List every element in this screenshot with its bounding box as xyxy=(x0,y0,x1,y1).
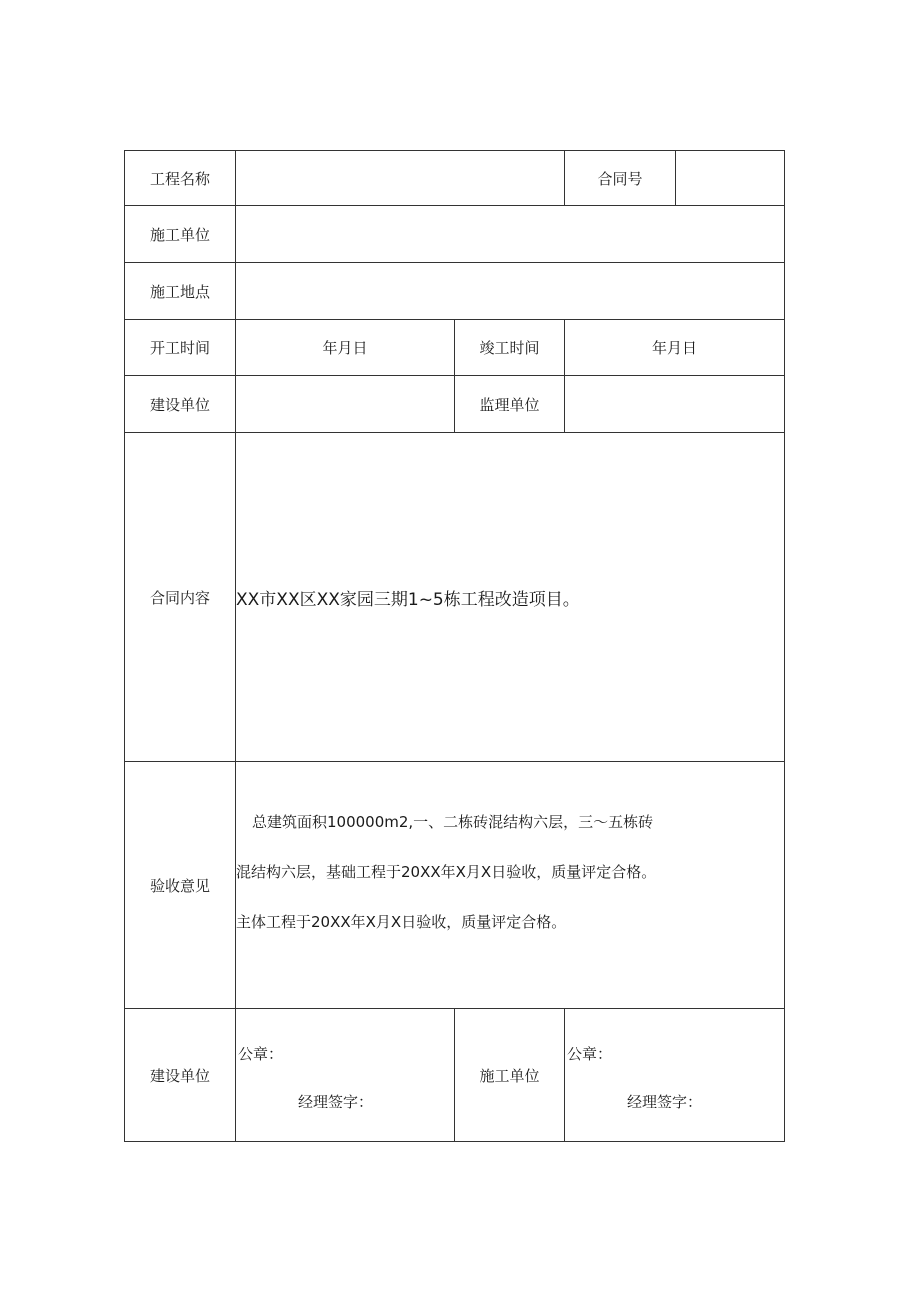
field-owner-unit[interactable] xyxy=(236,376,455,433)
label-contract-content: 合同内容 xyxy=(125,433,236,762)
field-start-date[interactable]: 年月日 xyxy=(236,320,455,376)
construction-signature-cell[interactable] xyxy=(565,1009,785,1142)
owner-signature-cell[interactable] xyxy=(236,1009,455,1142)
row-construction-unit xyxy=(125,206,785,263)
label-start-time: 开工时间 xyxy=(125,320,236,376)
row-project-name xyxy=(125,151,785,206)
label-contract-no: 合同号 xyxy=(565,151,676,206)
opinion-line-3: 主体工程于20XX年X月X日验收，质量评定合格。 xyxy=(236,913,567,931)
contract-content-text: XX市XX区XX家园三期1~5栋工程改造项目。 xyxy=(236,589,580,610)
field-contract-content[interactable] xyxy=(236,433,785,762)
owner-seal-label: 公章： xyxy=(238,1045,284,1063)
opinion-line-2: 混结构六层，基础工程于20XX年X月X日验收，质量评定合格。 xyxy=(236,863,657,881)
row-dates xyxy=(125,320,785,376)
label-construction-unit: 施工单位 xyxy=(125,206,236,263)
row-owner-supervision xyxy=(125,376,785,433)
acceptance-form-table xyxy=(124,150,785,1142)
row-signatures xyxy=(125,1009,785,1142)
construction-manager-sign-label: 经理签字： xyxy=(627,1093,703,1111)
label-supervision-unit: 监理单位 xyxy=(455,376,565,433)
field-supervision-unit[interactable] xyxy=(565,376,785,433)
field-contract-no[interactable] xyxy=(676,151,785,206)
label-project-name: 工程名称 xyxy=(125,151,236,206)
label-completion-time: 竣工时间 xyxy=(455,320,565,376)
field-construction-site[interactable] xyxy=(236,263,785,320)
label-sign-construction-unit: 施工单位 xyxy=(455,1009,565,1142)
owner-manager-sign-label: 经理签字： xyxy=(298,1093,374,1111)
row-acceptance-opinion xyxy=(125,762,785,1009)
row-construction-site xyxy=(125,263,785,320)
field-project-name[interactable] xyxy=(236,151,565,206)
field-completion-date[interactable]: 年月日 xyxy=(565,320,785,376)
row-contract-content xyxy=(125,433,785,762)
label-construction-site: 施工地点 xyxy=(125,263,236,320)
construction-seal-label: 公章： xyxy=(567,1045,613,1063)
opinion-line-1: 总建筑面积100000m2,一、二栋砖混结构六层，三～五栋砖 xyxy=(252,813,654,831)
label-acceptance-opinion: 验收意见 xyxy=(125,762,236,1009)
label-owner-unit: 建设单位 xyxy=(125,376,236,433)
field-construction-unit[interactable] xyxy=(236,206,785,263)
field-acceptance-opinion[interactable] xyxy=(236,762,785,1009)
label-sign-owner-unit: 建设单位 xyxy=(125,1009,236,1142)
